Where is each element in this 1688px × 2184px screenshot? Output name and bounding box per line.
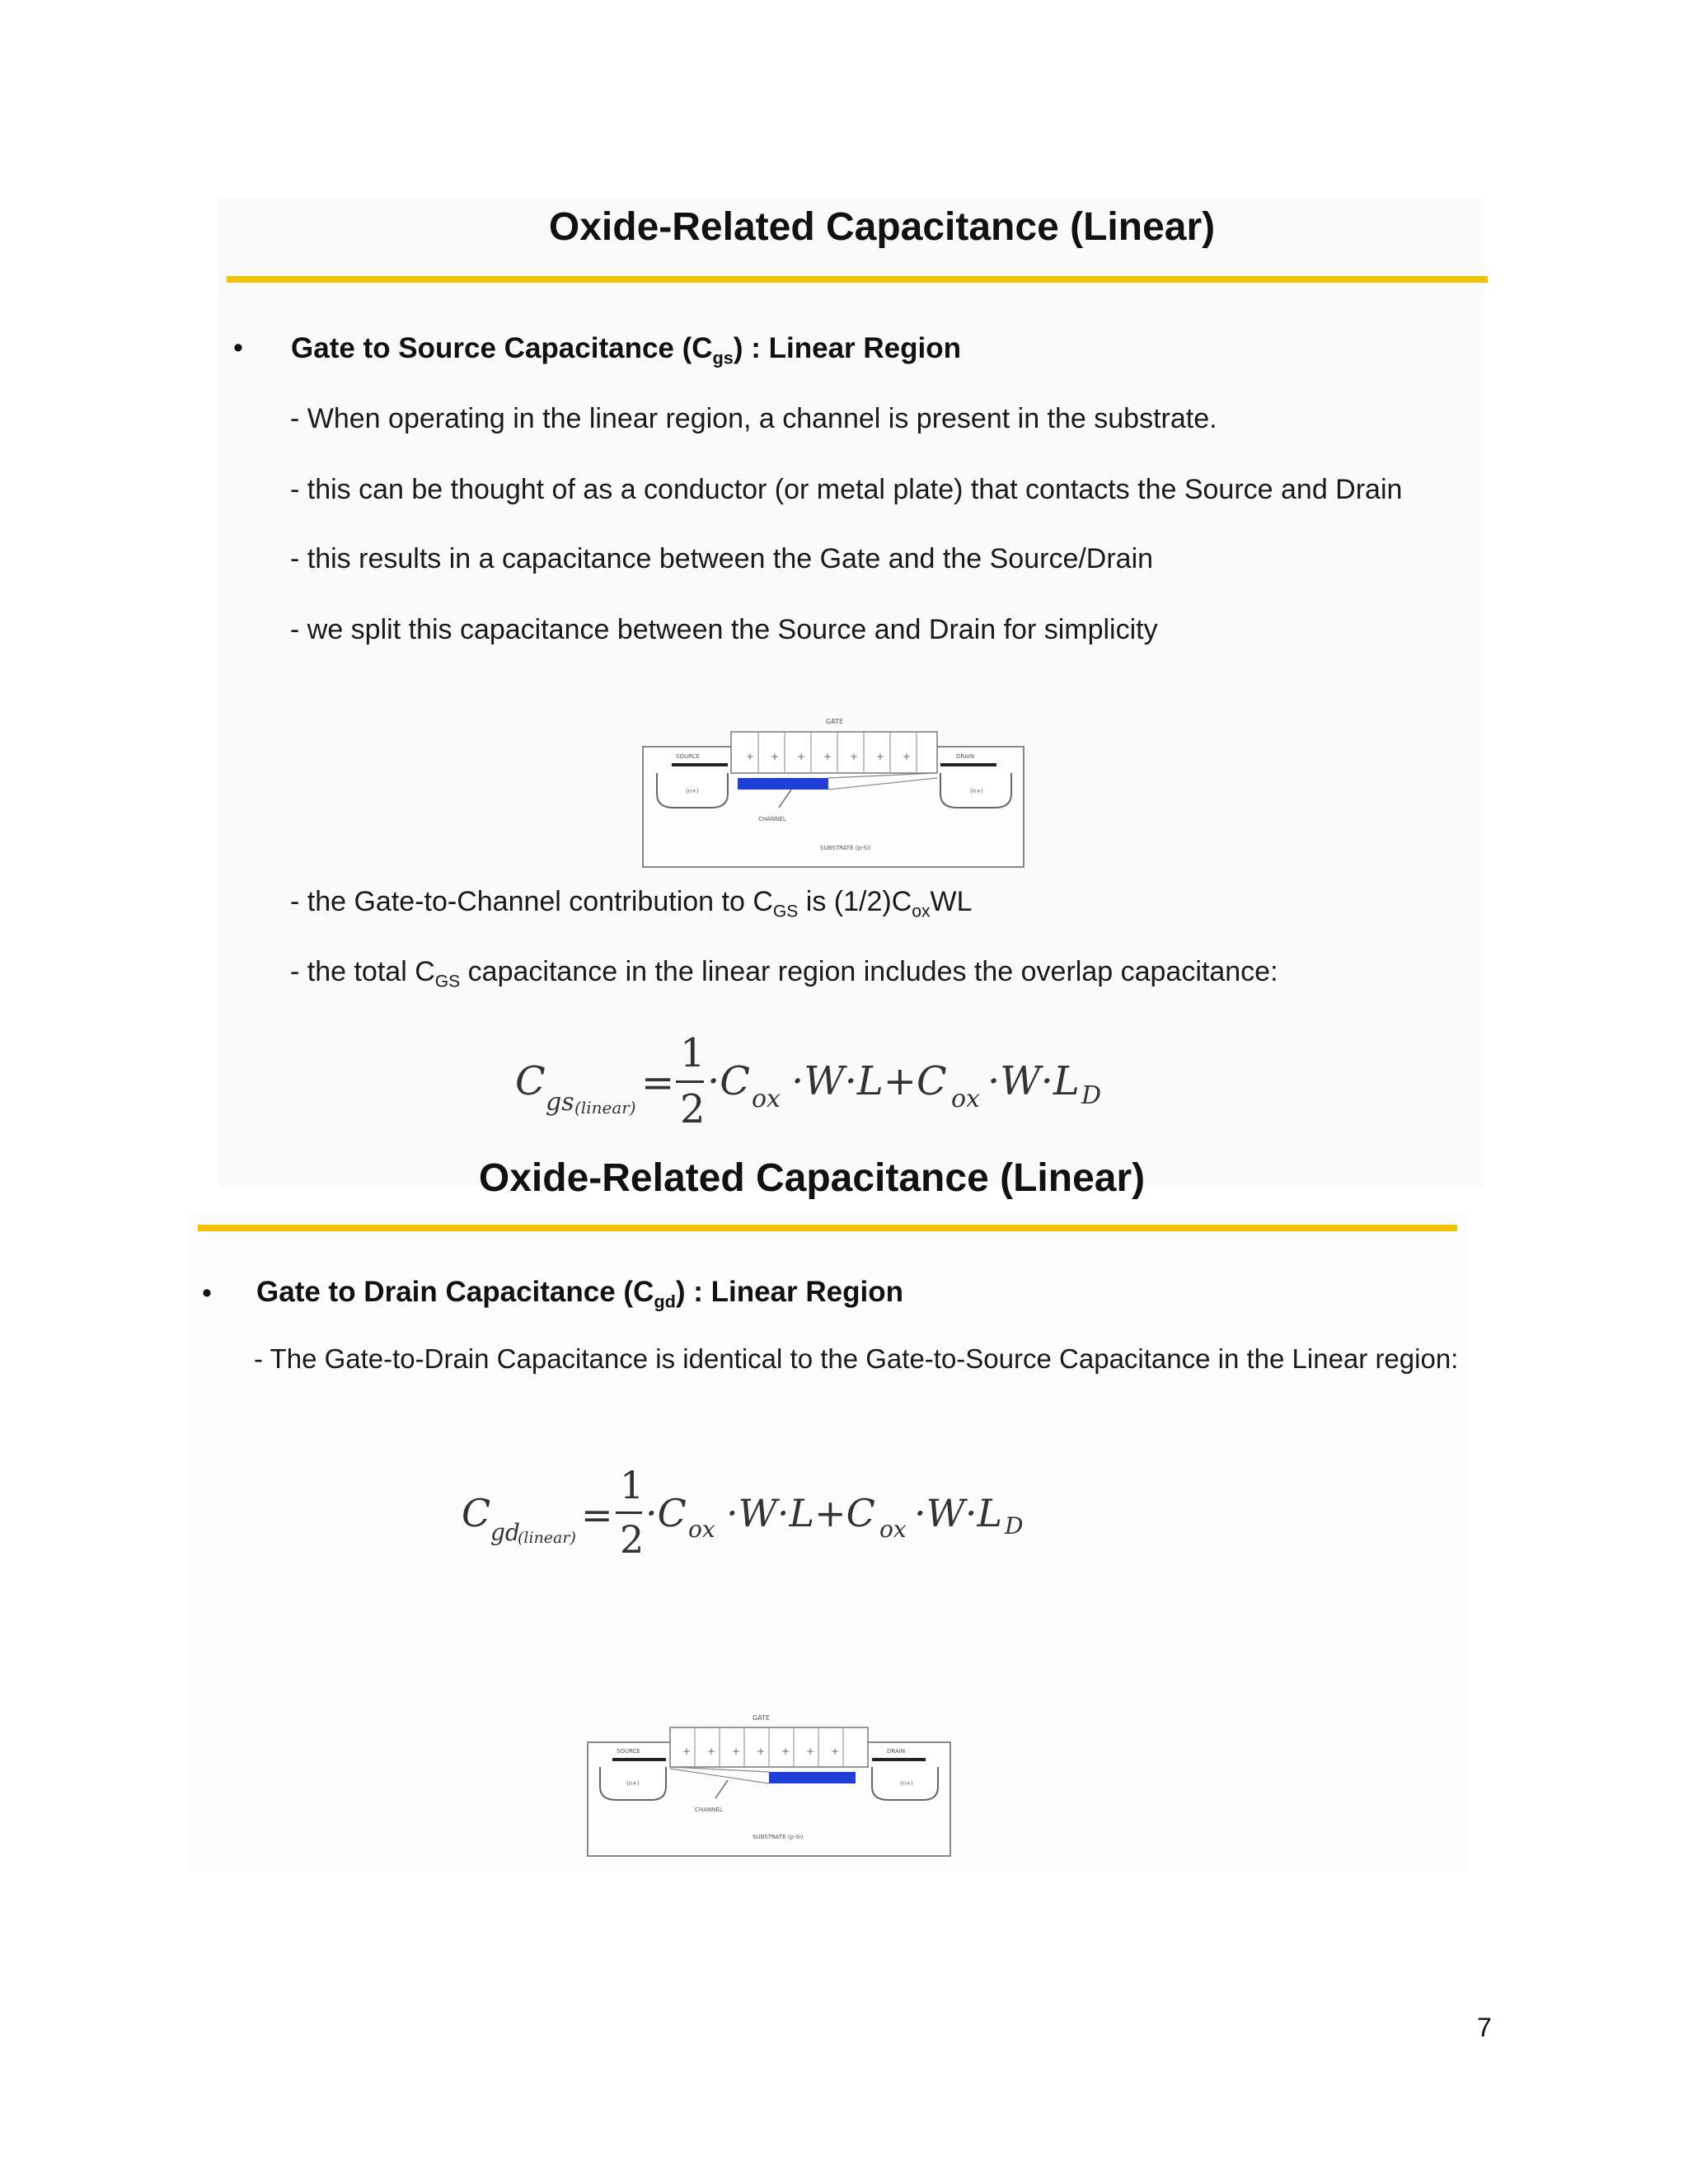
drain-label: DRAIN — [887, 1748, 906, 1755]
eq-rhs: ·C — [707, 1058, 750, 1104]
channel-region — [769, 1772, 856, 1783]
slide-2-title-rule — [198, 1225, 1457, 1231]
eq-lhs-sub: gs — [546, 1088, 574, 1117]
svg-text:+: + — [732, 1746, 741, 1757]
eq-ox-sub: ox — [879, 1516, 907, 1543]
slide-1-line-2: - this can be thought of as a conductor (or metal plate) that contacts the Source and Drain — [290, 474, 1403, 505]
cgs-linear-equation — [511, 1030, 1129, 1137]
slide-1-contribution-line — [290, 886, 973, 921]
mosfet-cross-section-diagram-1 — [639, 707, 1030, 872]
slide-1-line-3: - this results in a capacitance between the Gate and the Source/Drain — [290, 543, 1154, 574]
eq-lhs-subsub: (linear) — [518, 1529, 576, 1547]
svg-text:+: + — [903, 751, 912, 762]
slide-1-total-line — [290, 956, 1278, 991]
svg-text:+: + — [746, 751, 755, 762]
svg-text:+: + — [806, 1746, 815, 1757]
heading-text-end: ) : Linear Region — [733, 332, 961, 364]
contribution-text: - the Gate-to-Channel contribution to C — [290, 886, 773, 917]
slide-1-line-1: - When operating in the linear region, a channel is present in the substrate. — [290, 403, 1217, 434]
eq-ox-sub: ox — [688, 1516, 715, 1543]
eq-ox-sub: ox — [752, 1085, 781, 1113]
slide-2-line: - The Gate-to-Drain Capacitance is identical to the Gate-to-Source Capacitance in the Linear region: — [254, 1343, 1459, 1374]
total-text: capacitance in the linear region includes the overlap capacitance: — [460, 956, 1278, 987]
channel-label: CHANNEL — [695, 1807, 723, 1813]
n-plus-label: (n+) — [900, 1780, 913, 1787]
eq-end: ·W·L — [987, 1058, 1080, 1104]
eq-equals: = — [581, 1493, 613, 1537]
eq-end: ·W·L — [914, 1491, 1003, 1535]
fraction-bar — [616, 1511, 642, 1514]
svg-text:+: + — [823, 751, 832, 762]
svg-text:+: + — [797, 751, 806, 762]
heading-text: Gate to Drain Capacitance (C — [256, 1276, 654, 1308]
eq-middle: ·W·L+C — [791, 1058, 947, 1104]
eq-ox-sub: ox — [951, 1085, 980, 1113]
eq-denominator: 2 — [620, 1517, 645, 1562]
page-number: 7 — [1477, 2013, 1492, 2042]
substrate-label: SUBSTRATE (p-Si) — [820, 845, 871, 851]
svg-text:+: + — [707, 1746, 716, 1757]
heading-text: Gate to Source Capacitance (C — [291, 332, 713, 364]
eq-end-sub: D — [1005, 1512, 1024, 1540]
slide-2-title: Oxide-Related Capacitance (Linear) — [478, 1156, 1146, 1200]
eq-end-sub: D — [1081, 1081, 1102, 1110]
channel-label: CHANNEL — [758, 816, 786, 823]
n-plus-label: (n+) — [970, 788, 983, 794]
contribution-text: is (1/2)C — [798, 886, 912, 917]
slide-1-line-4: - we split this capacitance between the Source and Drain for simplicity — [290, 614, 1158, 645]
svg-text:+: + — [757, 1746, 766, 1757]
eq-lhs: C — [515, 1058, 546, 1104]
channel-region — [738, 778, 828, 790]
cgd-linear-equation — [457, 1463, 1051, 1570]
slide-1-heading — [291, 332, 961, 368]
slide-1-title: Oxide-Related Capacitance (Linear) — [548, 205, 1216, 249]
eq-lhs-subsub: (linear) — [574, 1098, 636, 1118]
contribution-text: WL — [930, 886, 973, 917]
eq-denominator: 2 — [680, 1086, 706, 1132]
svg-text:+: + — [876, 751, 885, 762]
gate-label: GATE — [826, 718, 843, 725]
eq-numerator: 1 — [620, 1463, 645, 1507]
eq-lhs: C — [462, 1491, 491, 1535]
eq-middle: ·W·L+C — [726, 1491, 875, 1535]
eq-lhs-sub: gd — [490, 1519, 520, 1546]
n-plus-label: (n+) — [626, 1780, 640, 1787]
mosfet-cross-section-diagram-2 — [584, 1704, 954, 1861]
slide-2-bullet: • — [202, 1277, 212, 1309]
svg-text:+: + — [682, 1746, 692, 1757]
source-label: SOURCE — [617, 1748, 640, 1755]
n-plus-label: (n+) — [686, 788, 699, 794]
heading-subscript: gd — [654, 1291, 676, 1312]
fraction-bar — [676, 1080, 704, 1083]
svg-text:+: + — [781, 1746, 790, 1757]
subscript: GS — [434, 972, 461, 991]
slide-2-heading — [256, 1276, 903, 1312]
heading-subscript: gs — [712, 347, 734, 368]
heading-text-end: ) : Linear Region — [675, 1276, 903, 1308]
source-label: SOURCE — [676, 753, 700, 760]
drain-label: DRAIN — [956, 753, 975, 760]
subscript: GS — [772, 902, 799, 921]
total-text: - the total C — [290, 956, 435, 987]
gate-label: GATE — [753, 1714, 770, 1722]
substrate-label: SUBSTRATE (p-Si) — [753, 1834, 804, 1840]
svg-text:+: + — [771, 751, 780, 762]
svg-text:+: + — [850, 751, 859, 762]
eq-rhs: ·C — [645, 1491, 687, 1535]
subscript: ox — [912, 902, 931, 921]
svg-text:+: + — [831, 1746, 840, 1757]
eq-numerator: 1 — [680, 1030, 706, 1076]
slide-1-bullet: • — [233, 332, 243, 363]
slide-1-title-rule — [227, 276, 1488, 283]
eq-equals: = — [641, 1060, 675, 1106]
